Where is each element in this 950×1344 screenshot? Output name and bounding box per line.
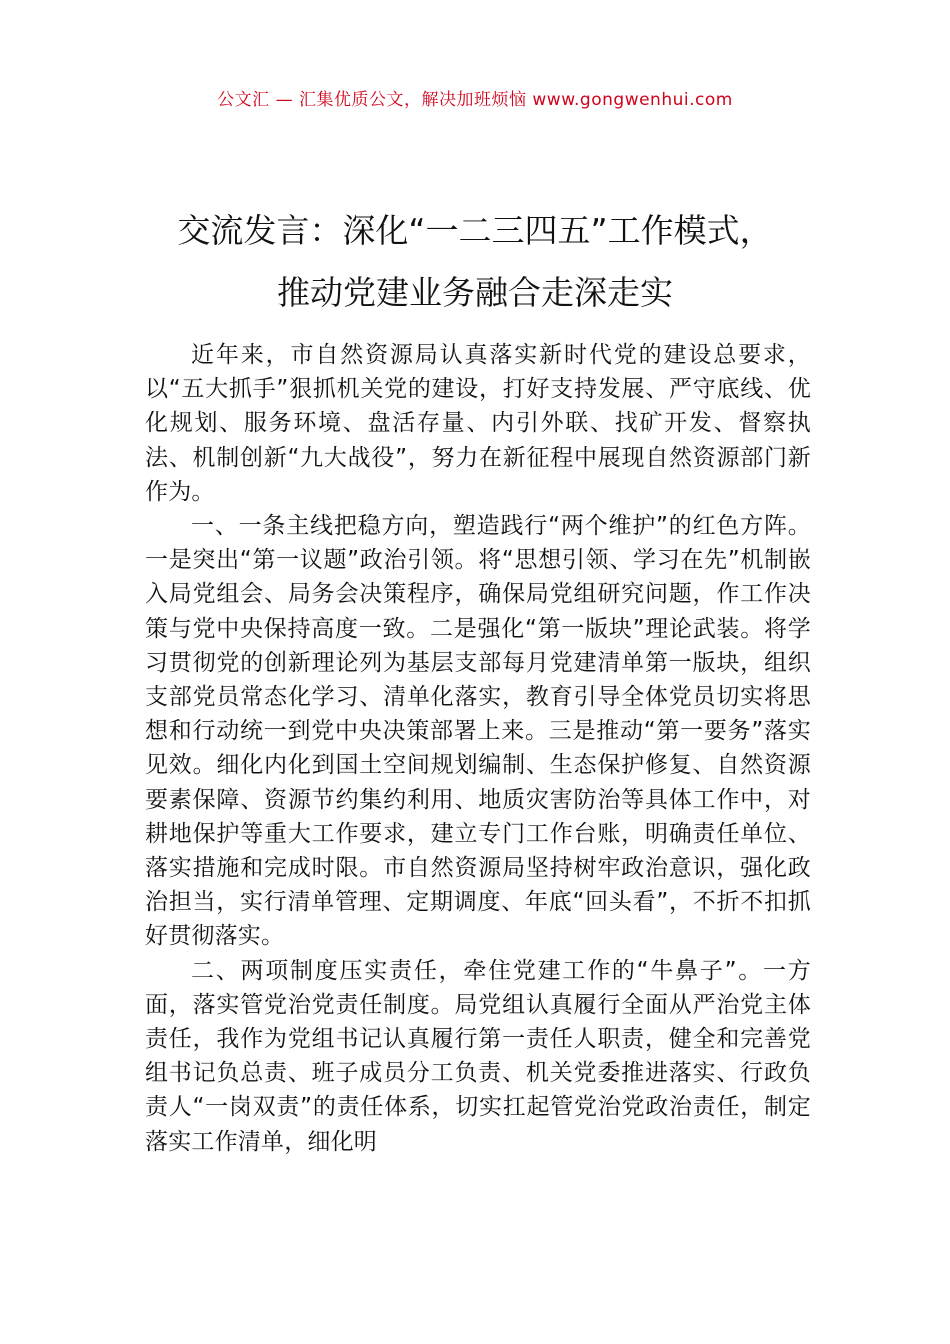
watermark-header: 公文汇 — 汇集优质公文，解决加班烦恼 www.gongwenhui.com xyxy=(217,90,733,110)
paragraph-intro: 近年来，市自然资源局认真落实新时代党的建设总要求，以“五大抓手”狠抓机关党的建设，打好支持发展、严守底线、优化规划、服务环境、盘活存量、内引外联、找矿开发、督察执法、机制创新“九大战役”，努力在新征程中展现自然资源部门新作为。 xyxy=(145,342,811,505)
paragraph-section-2: 二、两项制度压实责任，牵住党建工作的“牛鼻子”。一方面，落实管党治党责任制度。局党组认真履行全面从严治党主体责任，我作为党组书记认真履行第一责任人职责，健全和完善党组书记负总责、班子成员分工负责、机关党委推进落实、行政负责人“一岗双责”的责任体系，切实扛起管党治党政治责任，制定落实工作清单，细化明 xyxy=(145,957,811,1155)
document-title-line-2: 推动党建业务融合走深走实 xyxy=(277,273,673,313)
paragraph-section-1: 一、一条主线把稳方向，塑造践行“两个维护”的红色方阵。一是突出“第一议题”政治引领。将“思想引领、学习在先”机制嵌入局党组会、局务会决策程序，确保局党组研究问题，作工作决策与党中央保持高度一致。二是强化“第一版块”理论武装。将学习贯彻党的创新理论列为基层支部每月党建清单第一版块，组织支部党员常态化学习、清单化落实，教育引导全体党员切实将思想和行动统一到党中央决策部署上来。三是推动“第一要务”落实见效。细化内化到国土空间规划编制、生态保护修复、自然资源要素保障、资源节约集约利用、地质灾害防治等具体工作中，对耕地保护等重大工作要求，建立专门工作台账，明确责任单位、落实措施和完成时限。市自然资源局坚持树牢政治意识，强化政治担当，实行清单管理、定期调度、年底“回头看”，不折不扣抓好贯彻落实。 xyxy=(145,513,811,950)
document-title-line-1: 交流发言：深化“一二三四五”工作模式， xyxy=(177,211,773,251)
document-body xyxy=(145,338,811,1159)
